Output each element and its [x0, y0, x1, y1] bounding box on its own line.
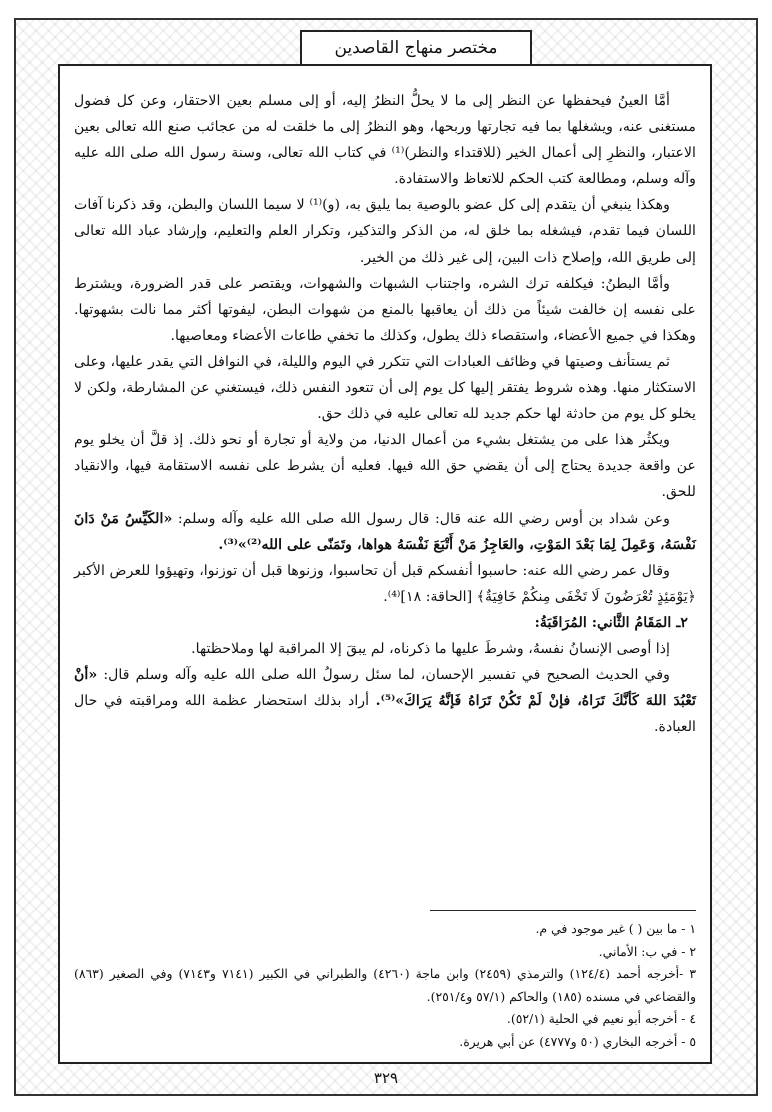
page-number: ٣٢٩: [336, 1062, 436, 1093]
section-heading: ٢ـ المَقَامُ الثَّاني: المُرَاقَبَةُ:: [534, 614, 688, 631]
paragraph-belly: وأمَّا البطنُ: فيكلفه ترك الشره، واجتناب الشبهات والشهوات، ويقتصر على قدر الضرورة، ويشترط على نفسه إن خالفت شيئاً من ذلك أن يعاقبها بالمنع من شهوات البطن، ليفوتها أكثر مما نالت بشهوتها. وهكذا في جميع الأعضاء، واستقصاء ذلك يطول، وكذلك ما تخفي طاعات الأعضاء ومعاصيها.: [74, 275, 696, 344]
ihsan-conclusion: أراد بذلك استحضار عظمة الله ومراقبته في حال العبادة.: [74, 693, 696, 736]
paragraph-muraqaba: إذا أوصى الإنسانُ نفسهُ، وشرطَ عليها ما ذكرناه، لم يبقَ إلا المراقبة لها وملاحظتها.: [191, 640, 670, 657]
paragraph-ihsan: [74, 662, 696, 740]
paragraph-tongue: وهكذا ينبغي أن يتقدم إلى كل عضو بالوصية بما يليق به، (و)⁽¹⁾ لا سيما اللسان والبطن، وقد ذكرنا آفات اللسان فيما تقدم، فيشغله بما خلق له، من الذكر والتذكير، وتكرار العلم والتعليم، وإرشاد عباد الله تعالى إلى طريق الله، وإصلاح ذات البين، إلى غير ذلك من الخير.: [74, 197, 696, 266]
footnote-divider: [430, 910, 696, 911]
paragraph-hadith-shaddad: [74, 506, 696, 558]
footnote-4: ٤ - أخرجه أبو نعيم في الحلية (٥٢/١).: [506, 1011, 696, 1026]
footnote-2: ٢ - في ب: الأماني.: [598, 943, 696, 959]
main-text: [74, 88, 696, 740]
ihsan-intro: وفي الحديث الصحيح في تفسير الإحسان، لما سئل رسولُ الله صلى الله عليه وآله وسلم قال:: [103, 667, 670, 684]
paragraph-umar: وقال عمر رضي الله عنه: حاسبوا أنفسكم قبل أن تحاسبوا، وزنوها قبل أن توزنوا، وتهيؤوا للعرض الأكبر ﴿يَوْمَئِذٍ تُعْرَضُونَ لَا تَخْفَى مِنكُمْ خَافِيَةٌ﴾ [الحاقة: ١٨]⁽⁴⁾.: [74, 562, 696, 605]
footnotes: [74, 918, 696, 1053]
hadith-intro: وعن شداد بن أوس رضي الله عنه قال: قال رسول الله صلى الله عليه وآله وسلم:: [177, 510, 671, 527]
ihsan-hadith: «أنْ تَعْبُدَ اللهَ كَأنَّكَ تَرَاهُ، فإنْ لَمْ تَكُنْ تَرَاهُ فَإنَّهُ يَرَاكَ»⁽⁵⁾.: [74, 667, 697, 710]
footnote-5: ٥ - أخرجه البخاري (٥٠ و٤٧٧٧) عن أبي هريرة.: [459, 1033, 696, 1049]
paragraph-worldly: ويكثُر هذا على من يشتغل بشيء من أعمال الدنيا، من ولاية أو تجارة أو نحو ذلك. إذ قلَّ أن يخلو يوم عن واقعة جديدة يحتاج إلى أن يقضي حق الله فيها. فعليه أن يشرط على نفسه الاستقامة فيها، والانقياد للحق.: [74, 432, 696, 501]
paragraph-eye: أمَّا العينُ فيحفظها عن النظر إلى ما لا يحلُّ النظرُ إليه، أو إلى مسلم بعين الاحتقار، وعن كل فضول مستغنى عنه، ويشغلها بما فيه تجارتها وربحها، وهو النظرُ إلى ما خلقت له من عجائب صنع الله تعالى بعين الاعتبار، والنظرِ إلى أعمال الخير (للاقتداء والنظر)⁽¹⁾ في كتاب الله تعالى، وسنة رسول الله صلى الله عليه وآله وسلم، ومطالعة كتب الحكم للاتعاظ والاستفادة.: [74, 93, 696, 188]
paragraph-worship: ثم يستأنف وصيتها في وظائف العبادات التي تتكرر في اليوم والليلة، في النوافل التي يقدر عليها، وعلى الاستكثار منها. وهذه شروط يفتقر إليها كل يوم إلى أن تتعود النفس ذلك، فيستغني عن المشارطة، ولكن لا يخلو كل يوم من حادثة لها حكم جديد لله تعالى عليه في ذلك حق.: [74, 353, 696, 423]
running-header: مختصر منهاج القاصدين: [300, 30, 532, 64]
footnote-3: ٣ -أخرجه أحمد (١٢٤/٤) والترمذي (٢٤٥٩) وابن ماجة (٤٢٦٠) والطبراني في الكبير (٧١٤١ و٧١٤٣) وفي الصغير (٨٦٣) والقضاعي في مسنده (١٨٥) والحاكم (٥٧/١ و٢٥١/٤).: [74, 966, 696, 1004]
footnote-1: ١ - ما بين ( ) غير موجود في م.: [535, 921, 696, 936]
hadith-text: «الكَيِّسُ مَنْ دَانَ نَفْسَهُ، وَعَمِلَ لِمَا بَعْدَ المَوْتِ، والعَاجِزُ مَنْ أَتْبَعَ نَفْسَهُ هواها، وتَمَنّى على الله⁽²⁾»⁽³⁾.: [74, 510, 696, 553]
